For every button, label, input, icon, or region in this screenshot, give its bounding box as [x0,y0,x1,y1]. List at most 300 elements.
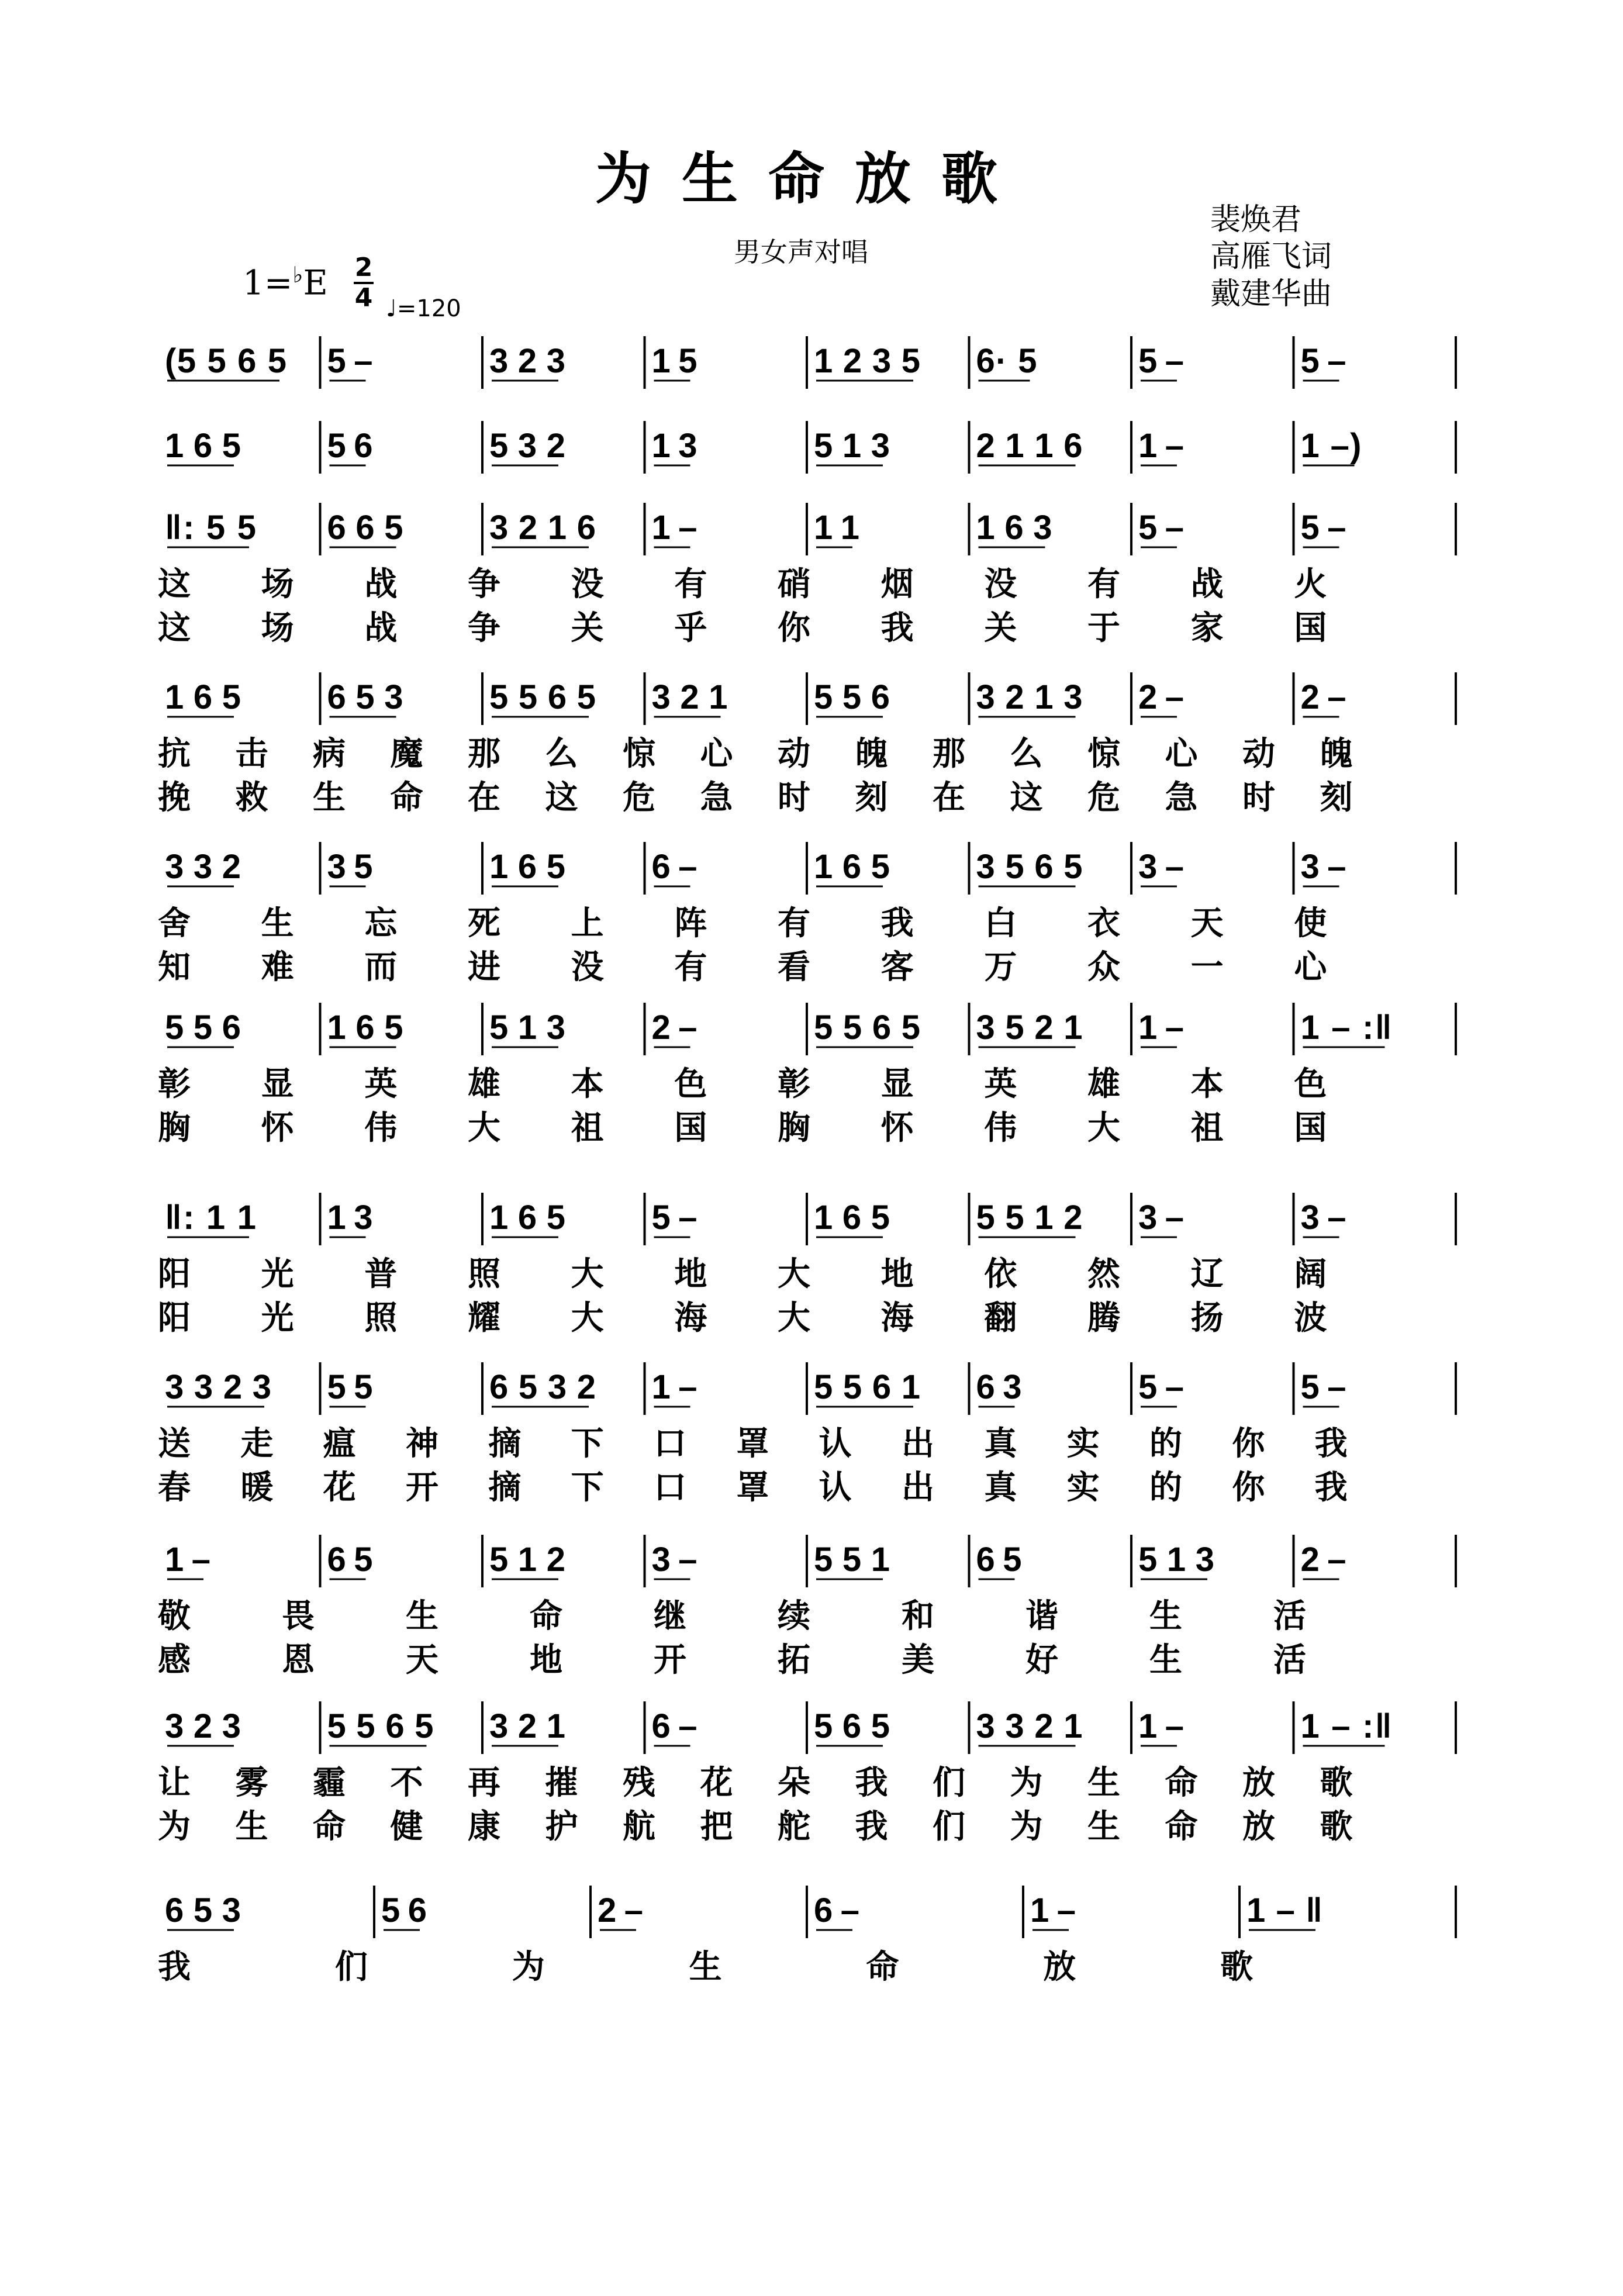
lyric-char: 们 [334,1948,368,1986]
lyric-char: 生 [689,1948,722,1986]
lyric-char: 祖 [1190,1109,1224,1147]
measure: 5 – [1138,342,1184,380]
lyric-char: 护 [545,1808,578,1846]
notation-line [158,1886,1473,1938]
lyric-char: 关 [984,609,1017,647]
lyric-char: 地 [530,1641,562,1679]
measure: 5 5 6 1 [814,1368,920,1406]
lyric-line-10-1 [158,1757,1473,1802]
lyric-char: 火 [1294,565,1327,603]
lyric-char: 阳 [158,1255,191,1293]
lyric-char: 春 [158,1469,191,1507]
measure: 5 5 6 5 [814,1009,920,1047]
lyric-char: 生 [261,904,294,942]
lyric-char: 我 [855,1764,888,1802]
credits [1210,202,1332,313]
lyric-char: 有 [674,948,707,986]
measure: 2 – [598,1891,643,1929]
lyric-char: 战 [364,609,398,647]
lyric-char: 魔 [390,735,423,773]
composer: 戴建华曲 [1210,276,1332,312]
lyric-char: 我 [158,1948,191,1986]
measure: 5 5 1 2 [976,1199,1083,1237]
lyric-char: 翻 [984,1299,1017,1337]
lyric-char: 摘 [488,1425,522,1463]
lyric-char: 那 [933,735,965,773]
lyric-char: 魄 [855,735,888,773]
lyric-char: 上 [571,904,604,942]
lyric-char: 照 [468,1255,500,1293]
lyric-char: 心 [1294,948,1327,986]
measure: ‖: 5 5 [165,509,256,547]
lyric-line-7-2 [158,1292,1473,1337]
lyric-char: 心 [1165,735,1198,773]
lyric-char: 光 [261,1299,294,1337]
measure: 6 – [651,848,697,886]
lyric-char: 危 [1087,779,1120,817]
lyric-char: 神 [406,1425,438,1463]
measure: 5 1 2 [489,1541,565,1579]
lyric-char: 没 [984,565,1017,603]
lyric-char: 场 [261,609,294,647]
lyric-char: 罩 [736,1469,769,1507]
lyric-char: 扬 [1190,1299,1224,1337]
lyric-char: 海 [674,1299,707,1337]
lyric-char: 歌 [1320,1808,1353,1846]
lyric-char: 朵 [778,1764,810,1802]
lyric-char: 航 [623,1808,655,1846]
lyric-char: 我 [880,609,914,647]
lyric-char: 没 [571,948,604,986]
lyric-char: 大 [468,1109,500,1147]
lyric-char: 祖 [571,1109,604,1147]
lyric-line-8-2 [158,1462,1473,1507]
lyric-char: 生 [1087,1808,1120,1846]
lyric-char: 救 [235,779,268,817]
song-title: 为生命放歌 [595,146,1028,212]
measure: 1 6 5 [165,678,241,716]
measure: 5 – [1300,509,1346,547]
song-subtitle: 男女声对唱 [734,236,868,268]
measure: 1 6 5 [814,1199,890,1237]
lyric-char: 这 [545,779,578,817]
measure: 3 – [651,1541,697,1579]
lyric-char: 使 [1294,904,1327,942]
lyric-char: 显 [880,1065,914,1103]
lyricist-suffix: 词 [1301,239,1332,275]
lyric-line-7-1 [158,1248,1473,1293]
lyric-char: 病 [313,735,346,773]
lyric-char: 这 [158,609,191,647]
lyric-char: 大 [778,1255,810,1293]
measure: 3 – [1300,848,1346,886]
lyric-char: 这 [158,565,191,603]
lyric-char: 们 [933,1808,965,1846]
lyric-char: 送 [158,1425,191,1463]
measure: 2 – [651,1009,697,1047]
lyric-char: 彰 [778,1065,810,1103]
lyric-char: 雄 [468,1065,500,1103]
lyric-char: 生 [1087,1764,1120,1802]
measure: 1 6 5 [327,1009,403,1047]
lyric-char: 抗 [158,735,191,773]
lyric-line-11-1 [158,1941,1473,1986]
measure: 1 – :‖ [1300,1009,1392,1047]
lyric-char: 出 [902,1469,934,1507]
lyric-char: 为 [1010,1764,1043,1802]
notation-line [158,1701,1473,1754]
lyric-char: 胸 [778,1109,810,1147]
lyric-line-8-1 [158,1418,1473,1463]
lyricist-1: 裴焕君 [1210,202,1302,237]
lyric-char: 康 [468,1808,500,1846]
lyric-char: 摧 [545,1764,578,1802]
lyric-char: 击 [235,735,268,773]
lyric-char: 残 [623,1764,655,1802]
measure: 3 2 1 [489,1707,565,1745]
lyric-char: 国 [1294,1109,1327,1147]
lyric-char: 乎 [674,609,707,647]
lyric-char: 不 [390,1764,423,1802]
measure: 3 – [1300,1199,1346,1237]
lyric-char: 怀 [880,1109,914,1147]
notation-line [158,503,1473,555]
lyric-char: 色 [1294,1065,1327,1103]
lyric-char: 心 [700,735,733,773]
measure: 6 5 3 [165,1891,241,1929]
lyric-char: 瘟 [323,1425,356,1463]
measure: 3 2 1 6 [489,509,596,547]
measure: 5 – [651,1199,697,1237]
measure: ‖: 1 1 [165,1199,256,1237]
lyric-char: 急 [1165,779,1198,817]
notation-line [158,336,1473,389]
measure: 5 5 [327,1368,373,1406]
lyric-char: 场 [261,565,294,603]
lyric-char: 舵 [778,1808,810,1846]
measure: 6 5 [976,1541,1022,1579]
measure: 2 – [1300,678,1346,716]
measure: 6 5 3 [327,678,403,716]
notation-line [158,1003,1473,1055]
measure: 3 3 2 [165,848,241,886]
lyric-line-10-2 [158,1801,1473,1846]
lyric-char: 看 [778,948,810,986]
lyric-char: 衣 [1087,904,1120,942]
lyric-char: 然 [1087,1255,1120,1293]
lyric-char: 战 [364,565,398,603]
notation-line [158,1535,1473,1587]
lyric-char: 大 [1087,1109,1120,1147]
lyric-char: 国 [1294,609,1327,647]
lyric-char: 海 [880,1299,914,1337]
measure: 5 5 6 [814,678,890,716]
lyric-char: 关 [571,609,604,647]
lyric-char: 放 [1242,1764,1275,1802]
measure: 3 3 2 1 [976,1707,1083,1745]
measure: 3 5 6 5 [976,848,1083,886]
lyric-char: 开 [654,1641,686,1679]
lyric-char: 为 [1010,1808,1043,1846]
lyric-char: 有 [1087,565,1120,603]
lyric-char: 好 [1025,1641,1058,1679]
measure: 5 6 [381,1891,427,1929]
lyric-char: 忘 [364,904,398,942]
lyric-char: 和 [902,1597,934,1635]
lyric-char: 波 [1294,1299,1327,1337]
lyric-char: 大 [571,1255,604,1293]
lyric-char: 英 [364,1065,398,1103]
measure: 1 – :‖ [1300,1707,1392,1745]
lyric-char: 口 [654,1425,686,1463]
measure: 6 – [651,1707,697,1745]
measure: 3 2 3 [165,1707,241,1745]
lyric-char: 为 [158,1808,191,1846]
lyric-char: 活 [1273,1597,1306,1635]
lyric-char: 我 [1314,1425,1348,1463]
lyric-char: 舍 [158,904,191,942]
measure: 6· 5 [976,342,1037,380]
measure: 1 3 [651,427,697,465]
lyric-char: 下 [571,1425,604,1463]
lyric-char: 命 [313,1808,346,1846]
lyric-char: 放 [1043,1948,1076,1986]
measure: 1 6 5 [489,848,565,886]
lyric-char: 开 [406,1469,438,1507]
measure: 1 – [1138,1707,1184,1745]
lyric-char: 色 [674,1065,707,1103]
lyric-line-4-2 [158,772,1473,817]
lyric-char: 知 [158,948,191,986]
measure: 1 1 [814,509,859,547]
lyric-char: 下 [571,1469,604,1507]
measure: 3 – [1138,1199,1184,1237]
measure: 1 –) [1300,427,1362,465]
time-signature: 2 4 [354,253,373,313]
lyric-char: 急 [700,779,733,817]
measure: 5 3 2 [489,427,565,465]
measure: 3 5 [327,848,373,886]
lyric-char: 歌 [1320,1764,1353,1802]
lyric-char: 辽 [1190,1255,1224,1293]
measure: 6 5 3 2 [489,1368,596,1406]
measure: 6 – [814,1891,859,1929]
lyric-char: 生 [235,1808,268,1846]
lyric-char: 惊 [623,735,655,773]
measure: 5 6 [327,427,373,465]
lyric-char: 的 [1149,1425,1182,1463]
lyric-char: 霾 [313,1764,346,1802]
notation-line [158,421,1473,474]
measure: 6 5 [327,1541,373,1579]
measure: 1 – [165,1541,210,1579]
measure: 5 5 1 [814,1541,890,1579]
lyric-char: 动 [778,735,810,773]
lyric-char: 显 [261,1065,294,1103]
measure: 1 6 5 [165,427,241,465]
lyric-char: 时 [778,779,810,817]
lyric-char: 一 [1190,948,1224,986]
lyric-char: 惊 [1087,735,1120,773]
lyric-line-5-2 [158,941,1473,986]
measure: 1 – ‖ [1246,1891,1322,1929]
lyric-char: 继 [654,1597,686,1635]
lyric-char: 把 [700,1808,733,1846]
lyric-char: 我 [1314,1469,1348,1507]
measure: 1 – [1138,427,1184,465]
lyric-char: 那 [468,735,500,773]
measure: 5 6 5 [814,1707,890,1745]
lyric-line-9-1 [158,1590,1473,1635]
lyric-char: 谐 [1025,1597,1058,1635]
measure: 5 – [1138,509,1184,547]
lyric-char: 硝 [778,565,810,603]
notation-line [158,1362,1473,1415]
lyric-char: 生 [406,1597,438,1635]
lyric-char: 争 [468,609,500,647]
lyric-char: 畏 [282,1597,315,1635]
measure: 5 1 3 [1138,1541,1214,1579]
lyric-char: 这 [1010,779,1043,817]
lyric-line-9-2 [158,1634,1473,1679]
lyric-char: 万 [984,948,1017,986]
measure: 5 – [1138,1368,1184,1406]
lyric-char: 本 [571,1065,604,1103]
measure: 3 2 3 [489,342,565,380]
measure: 1 5 [651,342,697,380]
lyric-char: 么 [1010,735,1043,773]
lyric-char: 雄 [1087,1065,1120,1103]
lyric-char: 彰 [158,1065,191,1103]
measure: 6 3 [976,1368,1022,1406]
lyric-char: 耀 [468,1299,500,1337]
lyric-char: 敬 [158,1597,191,1635]
lyric-char: 的 [1149,1469,1182,1507]
lyric-char: 美 [902,1641,934,1679]
lyric-char: 地 [880,1255,914,1293]
lyric-char: 实 [1066,1425,1100,1463]
lyric-char: 真 [984,1425,1017,1463]
lyric-char: 有 [778,904,810,942]
lyric-char: 认 [819,1425,852,1463]
measure: 1 6 5 [814,848,890,886]
lyric-char: 烟 [880,565,914,603]
lyric-char: 生 [313,779,346,817]
lyric-char: 阳 [158,1299,191,1337]
lyric-line-5-1 [158,897,1473,942]
lyric-line-4-1 [158,728,1473,773]
lyric-char: 你 [1232,1469,1265,1507]
lyric-char: 走 [240,1425,274,1463]
lyric-char: 光 [261,1255,294,1293]
lyric-char: 活 [1273,1641,1306,1679]
lyric-char: 么 [545,735,578,773]
lyric-char: 家 [1190,609,1224,647]
measure: 1 – [651,509,697,547]
lyric-char: 大 [778,1299,810,1337]
measure: 3 2 1 3 [976,678,1083,716]
measure: 5 – [327,342,373,380]
lyric-char: 认 [819,1469,852,1507]
lyric-char: 雾 [235,1764,268,1802]
lyric-char: 命 [1165,1764,1198,1802]
lyric-char: 天 [406,1641,438,1679]
measure: 5 – [1300,342,1346,380]
lyric-char: 普 [364,1255,398,1293]
lyric-char: 们 [933,1764,965,1802]
notation-line [158,1193,1473,1245]
measure: 3 5 2 1 [976,1009,1083,1047]
lyric-char: 花 [323,1469,356,1507]
lyric-char: 口 [654,1469,686,1507]
measure: 2 – [1300,1541,1346,1579]
measure: 1 2 3 5 [814,342,920,380]
lyric-char: 我 [855,1808,888,1846]
lyric-char: 胸 [158,1109,191,1147]
lyric-char: 花 [700,1764,733,1802]
lyric-char: 生 [1149,1597,1182,1635]
lyric-line-3-1 [158,558,1473,603]
lyric-char: 英 [984,1065,1017,1103]
lyric-char: 腾 [1087,1299,1120,1337]
measure: 3 – [1138,848,1184,886]
lyric-char: 危 [623,779,655,817]
lyric-line-6-1 [158,1058,1473,1103]
lyric-char: 时 [1242,779,1275,817]
measure: 3 2 1 [651,678,728,716]
lyric-char: 歌 [1220,1948,1253,1986]
lyric-line-3-2 [158,602,1473,647]
lyric-char: 没 [571,565,604,603]
lyric-char: 你 [778,609,810,647]
lyric-line-6-2 [158,1102,1473,1147]
lyric-char: 出 [902,1425,934,1463]
lyric-char: 魄 [1320,735,1353,773]
measure: 1 – [1138,1009,1184,1047]
measure: 1 6 5 [489,1199,565,1237]
lyric-char: 有 [674,565,707,603]
lyric-char: 争 [468,565,500,603]
lyric-char: 再 [468,1764,500,1802]
lyric-char: 白 [984,904,1017,942]
lyric-char: 命 [530,1597,562,1635]
lyric-char: 于 [1087,609,1120,647]
lyric-char: 地 [674,1255,707,1293]
key-signature: 1=♭E [243,262,328,303]
measure: 5 1 3 [814,427,890,465]
notation-line [158,842,1473,895]
lyric-char: 照 [364,1299,398,1337]
lyric-char: 天 [1190,904,1224,942]
lyric-char: 我 [880,904,914,942]
lyric-char: 放 [1242,1808,1275,1846]
tempo-marking: ♩=120 [386,295,461,322]
lyric-char: 战 [1190,565,1224,603]
lyric-char: 续 [778,1597,810,1635]
lyric-char: 客 [880,948,914,986]
lyric-char: 让 [158,1764,191,1802]
lyric-char: 而 [364,948,398,986]
lyric-char: 本 [1190,1065,1224,1103]
lyric-char: 伟 [984,1109,1017,1147]
measure: 1 – [1030,1891,1076,1929]
measure: (5 5 6 5 [165,342,286,380]
lyric-char: 在 [468,779,500,817]
measure: 5 1 3 [489,1009,565,1047]
lyric-char: 阔 [1294,1255,1327,1293]
lyric-char: 命 [866,1948,899,1986]
lyric-char: 健 [390,1808,423,1846]
